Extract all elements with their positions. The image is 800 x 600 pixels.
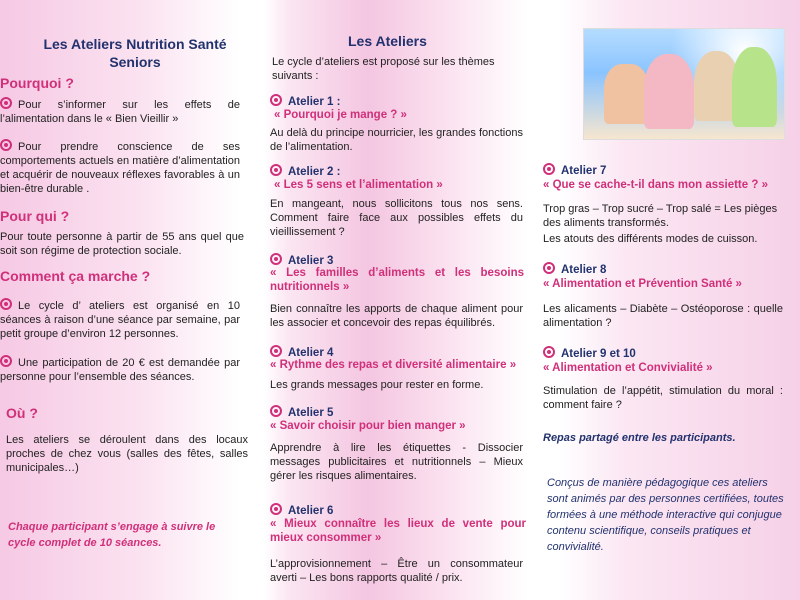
- comment-heading: Comment ça marche ?: [0, 268, 151, 284]
- repas-note: Repas partagé entre les participants.: [543, 432, 736, 444]
- atelier-1-number: Atelier 1 :: [270, 94, 340, 108]
- atelier-3-title: « Les familles d’aliments et les besoins nutritionnels »: [270, 267, 524, 293]
- atelier-2-description: En mangeant, nous sollicitons tous nos sens. Comment faire face aux possibles effets du vieillissement ?: [270, 198, 523, 238]
- atelier-9-10-title: « Alimentation et Convivialité »: [543, 362, 713, 374]
- atelier-7-description-2: Les atouts des différents modes de cuisson.: [543, 233, 758, 245]
- atelier-7-number: Atelier 7: [543, 163, 606, 177]
- bullet-icon: [270, 253, 282, 265]
- pourqui-heading: Pour qui ?: [0, 208, 70, 224]
- bullet-icon: [0, 139, 12, 151]
- atelier-1-title: « Pourquoi je mange ? »: [274, 109, 407, 121]
- bullet-icon: [270, 164, 282, 176]
- closing-note: Conçus de manière pédagogique ces ateliers sont animés par des personnes certifiées, toutes formées à une méthode interactive qui conjugue contenu scientifique, conseils pratiques et convivialité.: [547, 477, 784, 553]
- title-line-2: Seniors: [109, 54, 161, 70]
- atelier-7-description: Trop gras – Trop sucré – Trop salé = Les pièges des aliments transformés.: [543, 203, 778, 229]
- atelier-4-description: Les grands messages pour rester en forme.: [270, 379, 484, 391]
- bullet-icon: [0, 355, 12, 367]
- atelier-9-10-number: Atelier 9 et 10: [543, 346, 636, 360]
- atelier-8-title: « Alimentation et Prévention Santé »: [543, 278, 742, 290]
- ou-heading: Où ?: [6, 405, 38, 421]
- atelier-3-number: Atelier 3: [270, 253, 333, 267]
- pourquoi-paragraph-1: Pour s’informer sur les effets de l’alimentation dans le « Bien Vieillir »: [0, 99, 240, 125]
- atelier-7-title: « Que se cache-t-il dans mon assiette ? »: [543, 179, 768, 191]
- ou-paragraph: Les ateliers se déroulent dans des locaux proches de chez vous (salles des fêtes, salles municipales…): [6, 434, 248, 474]
- bullet-icon: [270, 405, 282, 417]
- atelier-4-title: « Rythme des repas et diversité alimentaire »: [270, 359, 517, 371]
- comment-paragraph-2: Une participation de 20 € est demandée par personne pour l’ensemble des séances.: [0, 357, 240, 383]
- seniors-photo: [583, 28, 785, 140]
- bullet-icon: [270, 503, 282, 515]
- title-line-1: Les Ateliers Nutrition Santé: [43, 36, 227, 52]
- atelier-8-number: Atelier 8: [543, 262, 606, 276]
- atelier-6-title: « Mieux connaître les lieux de vente pour mieux consommer »: [270, 518, 526, 544]
- pourquoi-heading: Pourquoi ?: [0, 75, 74, 91]
- atelier-4-number: Atelier 4: [270, 345, 333, 359]
- atelier-2-number: Atelier 2 :: [270, 164, 340, 178]
- bullet-icon: [543, 163, 555, 175]
- bullet-icon: [270, 345, 282, 357]
- bullet-icon: [270, 94, 282, 106]
- bullet-icon: [543, 346, 555, 358]
- comment-paragraph-1: Le cycle d’ ateliers est organisé en 10 séances à raison d’une séance par semaine, par petit groupe d’environ 12 personnes.: [0, 300, 240, 340]
- atelier-2-title: « Les 5 sens et l’alimentation »: [274, 179, 443, 191]
- bullet-icon: [0, 298, 12, 310]
- atelier-1-description: Au delà du principe nourricier, les grandes fonctions de l’alimentation.: [270, 127, 523, 153]
- bullet-icon: [543, 262, 555, 274]
- ateliers-title: Les Ateliers: [348, 33, 427, 49]
- atelier-5-title: « Savoir choisir pour bien manger »: [270, 420, 466, 432]
- brochure-title: [20, 35, 250, 71]
- bullet-icon: [0, 97, 12, 109]
- pourqui-paragraph: Pour toute personne à partir de 55 ans quel que soit son régime de protection sociale.: [0, 231, 244, 257]
- atelier-6-description: L’approvisionnement – Être un consommateur averti – Les bons rapports qualité / prix.: [270, 558, 523, 584]
- pourquoi-paragraph-2: Pour prendre conscience de ses comportements actuels en matière d’alimentation et acquérir de nouveaux réflexes favorables à un bien-être durable .: [0, 141, 240, 195]
- ateliers-intro: Le cycle d’ateliers est proposé sur les thèmes suivants :: [272, 56, 495, 82]
- atelier-8-description: Les alicaments – Diabète – Ostéoporose : quelle alimentation ?: [543, 303, 783, 329]
- atelier-9-10-description: Stimulation de l’appétit, stimulation du moral : comment faire ?: [543, 385, 783, 411]
- engagement-note: Chaque participant s’engage à suivre le cycle complet de 10 séances.: [8, 521, 216, 549]
- atelier-6-number: Atelier 6: [270, 503, 333, 517]
- atelier-3-description: Bien connaître les apports de chaque aliment pour les associer et concevoir des repas équilibrés.: [270, 303, 523, 329]
- atelier-5-number: Atelier 5: [270, 405, 333, 419]
- atelier-5-description: Apprendre à lire les étiquettes - Dissocier messages publicitaires et nutritionnels – Mieux gérer les risques alimentaires.: [270, 442, 523, 482]
